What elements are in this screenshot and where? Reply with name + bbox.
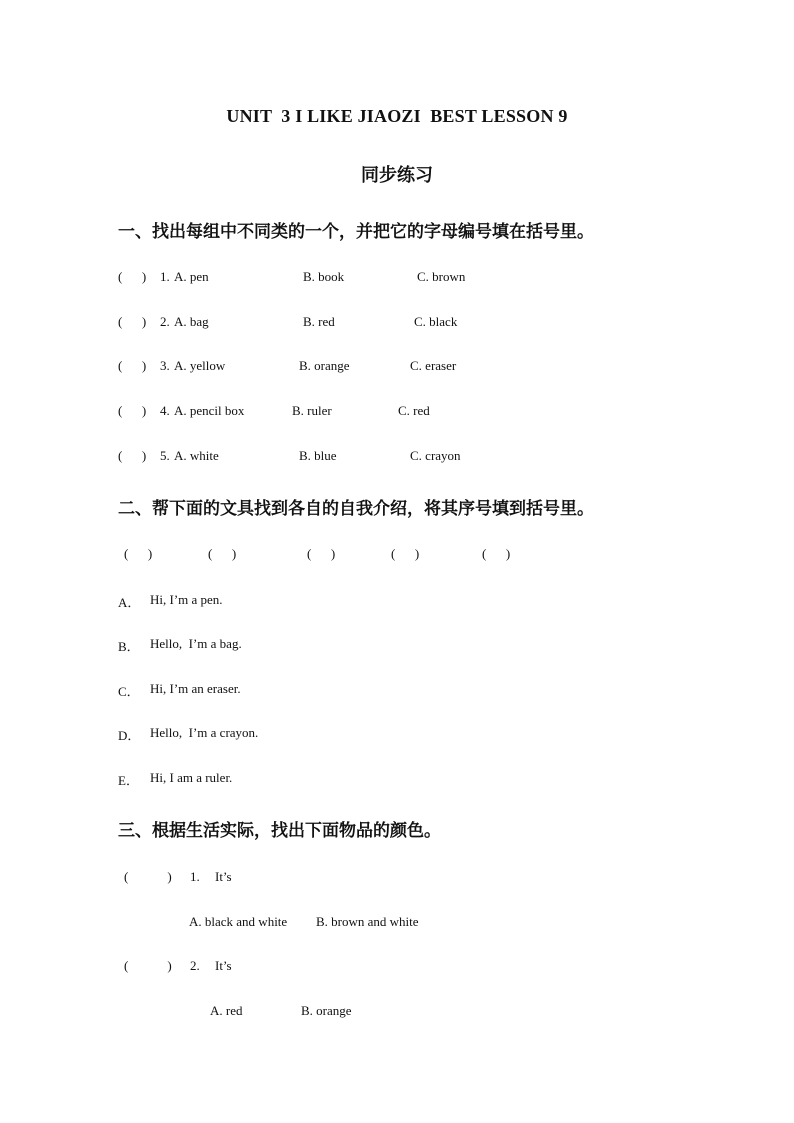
- option-b: B. book: [303, 269, 345, 284]
- item-number: 5.: [160, 448, 170, 463]
- option-letter: E．: [118, 773, 139, 788]
- option-letter: B．: [118, 639, 140, 654]
- answer-bracket[interactable]: ( ): [124, 546, 153, 561]
- option-letter: A．: [118, 595, 141, 610]
- question-prompt: It’s: [215, 869, 232, 884]
- option-letter: D．: [118, 728, 141, 743]
- item-number: 3.: [160, 358, 170, 373]
- option-b: B. orange: [301, 1003, 352, 1018]
- option-text: Hello, I’m a crayon.: [150, 725, 259, 740]
- option-text: Hi, I’m an eraser.: [150, 681, 241, 696]
- item-number: 1.: [160, 269, 170, 284]
- answer-bracket[interactable]: ( ): [124, 869, 172, 884]
- answer-bracket[interactable]: ( ): [307, 546, 336, 561]
- answer-bracket[interactable]: ( ): [118, 269, 147, 284]
- item-number: 1.: [190, 869, 200, 884]
- option-a: A. black and white: [189, 914, 288, 929]
- option-letter: C．: [118, 684, 140, 699]
- option-a: A. white: [174, 448, 219, 463]
- option-b: B. blue: [299, 448, 337, 463]
- page-title: UNIT 3 I LIKE JIAOZI BEST LESSON 9: [226, 106, 568, 126]
- answer-bracket[interactable]: ( ): [208, 546, 237, 561]
- option-c: C. brown: [417, 269, 466, 284]
- answer-bracket[interactable]: ( ): [391, 546, 420, 561]
- item-number: 2.: [190, 958, 200, 973]
- section-1-heading: 一、找出每组中不同类的一个，并把它的字母编号填在括号里。: [118, 222, 594, 242]
- answer-bracket[interactable]: ( ): [124, 958, 172, 973]
- question-prompt: It’s: [215, 958, 232, 973]
- option-c: C. eraser: [410, 358, 457, 373]
- option-b: B. orange: [299, 358, 350, 373]
- page-subtitle: 同步练习: [361, 165, 433, 185]
- option-b: B. ruler: [292, 403, 332, 418]
- option-b: B. brown and white: [316, 914, 419, 929]
- answer-bracket[interactable]: ( ): [118, 358, 147, 373]
- option-a: A. pencil box: [174, 403, 245, 418]
- option-a: A. bag: [174, 314, 209, 329]
- option-text: Hi, I am a ruler.: [150, 770, 233, 785]
- option-a: A. yellow: [174, 358, 226, 373]
- option-text: Hello, I’m a bag.: [150, 636, 242, 651]
- option-c: C. crayon: [410, 448, 461, 463]
- option-a: A. red: [210, 1003, 243, 1018]
- section-2-heading: 二、帮下面的文具找到各自的自我介绍，将其序号填到括号里。: [118, 499, 594, 519]
- option-a: A. pen: [174, 269, 209, 284]
- answer-bracket[interactable]: ( ): [482, 546, 511, 561]
- section-3-heading: 三、根据生活实际，找出下面物品的颜色。: [118, 821, 441, 841]
- option-text: Hi, I’m a pen.: [150, 592, 223, 607]
- item-number: 2.: [160, 314, 170, 329]
- option-b: B. red: [303, 314, 335, 329]
- option-c: C. black: [414, 314, 458, 329]
- answer-bracket[interactable]: ( ): [118, 448, 147, 463]
- item-number: 4.: [160, 403, 170, 418]
- option-c: C. red: [398, 403, 430, 418]
- answer-bracket[interactable]: ( ): [118, 403, 147, 418]
- answer-bracket[interactable]: ( ): [118, 314, 147, 329]
